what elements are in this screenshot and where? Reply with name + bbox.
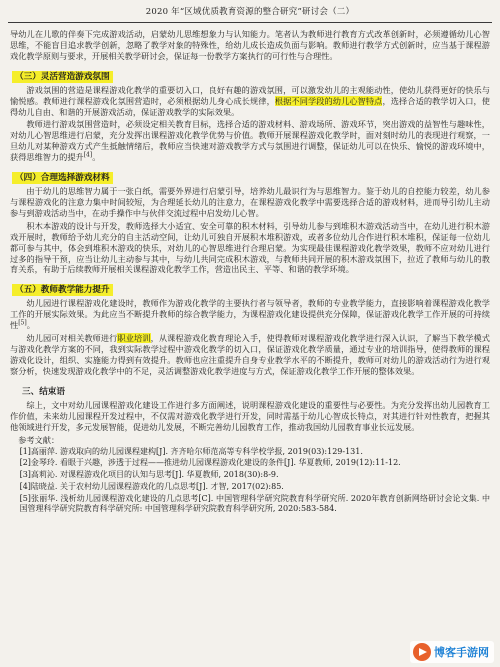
paragraph-atmosphere-2 [10,119,490,163]
section-heading-teacher: （五）教师教学能力提升 [12,284,113,296]
section-heading-materials: （四）合理选择游戏材料 [12,172,113,184]
highlight-text: 根据不同学段的幼儿心智特点 [274,95,383,106]
p10-text-b: ，从课程游戏化教育理论入手，使得教师对课程游戏化教学进行深入认识，了解当下教学模式与游戏化教学方案的不同，我到实际教学过程中游戏化教学的切入口，保证游戏化教学质量，通过专业的培训指导，使得教师的课程游戏化设计，组织、实施能力得到有效提升。教师也应注重提升自身专业教学水平的不断提升，教师可对幼儿的游戏活动行为进行观察分析，快速发现游戏化教学中的不足，灵活调整游戏化教学进度与方式，保证游戏化教学工作开展的整体效果。 [10,333,490,376]
paragraph-1: 导幼儿在儿歌的伴奏下完成游戏活动，启蒙幼儿思维想象力与认知能力。笔者认为教师进行教育方式改革创新时，必须遵循幼儿心智思维，不能盲目追求教学创新，忽略了教学对象的特殊性，给幼儿成长造成负面与影响。教师进行教学方式创新时，应当基于课程游戏化教学原则与要求，开展相关教学研讨会，保证每一份教学方案执行的可行性与合理性。 [10,29,490,61]
p3-text: 游戏氛围的营造是课程游戏化教学的重要切入口，良好有趣的游戏氛围，可以激发幼儿的主观能动性，使幼儿获得更好的快乐与愉悦感。教师进行课程游戏化氛围营造时，必须根据幼儿身心成长规律， [10,84,490,106]
article-body [0,23,500,515]
highlight-text-training: 职业培训 [117,333,151,344]
p10-text-a: 幼儿园可对相关教师进行 [26,333,118,344]
page-header [8,0,492,23]
header-title: 2020 年“区域优质教育资源的整合研究”研讨会（二） [145,7,355,17]
site-watermark [410,641,494,663]
section-heading-conclusion: 三、结束语 [22,386,65,397]
citation-4: [4] [83,151,93,159]
p9-end: 。 [26,320,35,331]
p4-end: 。 [92,152,101,163]
paragraph-materials-1: 由于幼儿的思维智力属于一张白纸，需要外界进行启蒙引导，培养幼儿最识行为与思维智力。鉴于幼儿的自控能力较差，幼儿参与课程游戏化的注意力集中时间较短，为合理延长幼儿的注意力，在课程游戏化教学中需要选择合适的游戏材料，进而导引幼儿主动参与到游戏活动当中，在动手操作中与伙伴交流过程中启发幼儿心智。 [10,186,490,218]
reference-item: [4]陆晓益. 关于农村幼儿园课程游戏化的几点思考[J]. 才智, 2017(02):85. [19,481,284,491]
reference-item: [5]张丽华. 浅析幼儿园课程游戏化建设的几点思考[C]. 中国管理科学研究院教育科学研究所. 2020年教育创新网络研讨会论文集. 中国管理科学研究院教育科学研究所: 中国管理科学研究院教育科学研究所, 2020:583-584. [19,493,490,514]
paragraph-conclusion: 综上，文中对幼儿园课程游戏化建设工作进行多方面阐述，说明课程游戏化建设的重要性与必要性。为充分发挥出幼儿园教育工作价值，未来幼儿园课程开发过程中，不仅需对游戏化教学进行开发，同时需基于幼儿心智成长特点，对其进行针对性教育，把握其他领域进行开发，多元发展智能，促进幼儿发展，不断完善幼儿园教育工作，推动我国幼儿园教育事业长远发展。 [10,399,490,432]
play-logo-icon [413,643,431,661]
references-title: 参考文献： [18,434,60,445]
citation-5: [5] [18,319,27,327]
p3-rest: ，选择合适的教学切入口，使得幼儿自由、和谐的开展游戏活动，保证游戏教学的实际效果。 [10,95,490,117]
paragraph-teacher-2 [10,333,490,377]
reference-item: [3]高莉沁. 对课程游戏化项目的认知与思考[J]. 华夏教师, 2018(30):8-9. [19,470,279,480]
paragraph-teacher-1 [10,298,490,331]
p4-text: 教师进行游戏氛围营造时，必须设定相关教育目标，选择合适的游戏材料、游戏场所、游戏环节，突出游戏的益智性与趣味性，对幼儿心智思维进行启蒙，充分发挥出课程游戏化教学优势与价值。教师开展课程游戏化教学时，面对刻时幼儿的表现进行观察，一旦幼儿对某种游戏方式产生抵触情绪后，教师应当快速对游戏教学方式与氛围进行调整，保证幼儿可以在快乐、愉悦的游戏环境中，获得思维智力的提升 [10,119,490,163]
paragraph-atmosphere-1 [10,85,490,118]
reference-item: [1]高丽萍. 游戏取向的幼儿园课程建构[J]. 齐齐哈尔师范高等专科学校学报, 2019(03):129-131. [19,446,363,456]
watermark-text: 博客手游网 [434,646,489,659]
references-list [10,447,490,516]
paragraph-materials-2: 积木本游戏的设计与开发，教师选择大小适宜、安全可靠的积木材料，引导幼儿参与到堆积木游戏活动当中，在幼儿进行积木游戏开展时，教师给予幼儿充分的自主活动空间，让幼儿可独自开展积木堆积游戏，或者多位幼儿合作进行积木堆积，保证每一位幼儿都可参与其中，体会到堆积木游戏的快乐，对幼儿的心智思维进行合理启蒙。为实现最佳课程游戏化教学效果，教师不应对幼儿进行过多的指导干预，应当让幼儿主动参与其中，与幼儿共同完成积木游戏，与教师共同开展的积木游戏氛围下，拉近了教师与幼儿的教育关系，有助于后续教师开展相关课程游戏化教学工作，营造出民主、平等、和谐的教学环境。 [10,220,490,275]
p9-text: 幼儿园进行课程游戏化建设时，教师作为游戏化教学的主要执行者与领导者，教师的专业教学能力，直接影响着课程游戏化教学工作的开展实际效果。为此应当不断提升教师的综合教学能力，为课程游戏化建设提供充分保障，保证游戏化教学工作开展的可持续性 [10,298,490,331]
reference-item: [2]金琴玲. 看眼于兴趣，涉透于过程——推进幼儿园课程游戏化建设的条件[J]. 华夏教师, 2019(12):11-12. [19,458,401,468]
section-heading-atmosphere: （三）灵活营造游戏氛围 [12,71,113,83]
